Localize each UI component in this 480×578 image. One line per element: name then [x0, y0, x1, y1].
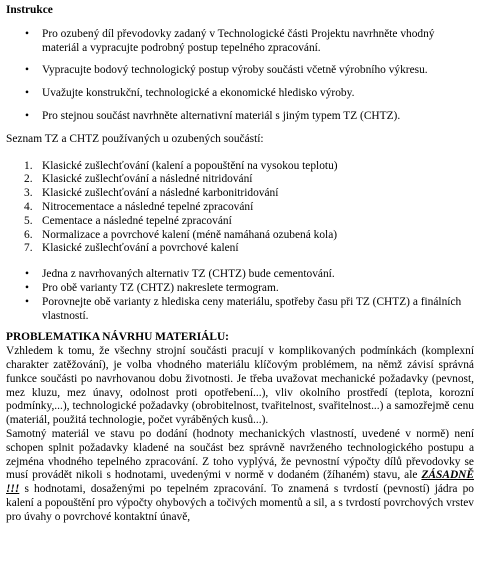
list-item: • Pro ozubený díl převodovky zadaný v Technologické části Projektu navrhněte vhodný materiál a vypracujte podrobný postup tepelného zpracování.: [25, 27, 435, 54]
instructions-heading: Instrukce: [6, 4, 53, 16]
list-item: • Uvažujte konstrukční, technologické a ekonomické hledisko výroby.: [25, 87, 355, 100]
emphasis-text: ZÁSADNĚ !!!: [6, 469, 474, 496]
list-item: 6. Normalizace a povrchové kalení (méně namáhaná ozubená kola): [24, 228, 338, 241]
bullet-icon: •: [25, 64, 29, 77]
list-item: • Jedna z navrhovaných alternativ TZ (CHTZ) bude cementování.: [25, 268, 335, 281]
list-item: 1. Klasické zušlechťování (kalení a popouštění na vysokou teplotu): [24, 159, 338, 172]
bullet-icon: •: [25, 27, 29, 40]
paragraph-2: Samotný materiál ve stavu po dodání (hodnoty mechanických vlastností, uvedené v normě) není schopen splnit požadavky kladené na součást bez správně navrženého technologického postupu a zejména vhodného tepelného zpracování. Z toho vyplývá, že pevnostní výpočty dílů převodovky se musí provádět nikoli s hodnotami, uvedenými v normě v dodaném (žíhaném) stavu, ale ZÁSADNĚ !!! s hodnotami, dosaženými po tepelném zpracování. To znamená s tvrdostí (pevností) jádra po kalení a popouštění pro výpočty ohybových a točivých momentů a sil, a s tvrdostí povrchových vrstev pro úvahy o povrchové kontaktní únavě,: [6, 427, 474, 523]
bullet-icon: •: [25, 295, 29, 308]
list-item: 5. Cementace a následné tepelné zpracování: [24, 214, 232, 227]
list-item: 7. Klasické zušlechťování a povrchové kalení: [24, 242, 239, 255]
bullet-icon: •: [25, 109, 29, 122]
bullet-icon: •: [25, 268, 29, 281]
list-item: 3. Klasické zušlechťování a následné karbonitridování: [24, 187, 279, 200]
list-item: • Pro obě varianty TZ (CHTZ) nakreslete termogram.: [25, 281, 279, 294]
list-item: • Pro stejnou součást navrhněte alternativní materiál s jiným typem TZ (CHTZ).: [25, 109, 401, 122]
list-item: • Vypracujte bodový technologický postup výroby součásti včetně výrobního výkresu.: [25, 64, 428, 77]
treatments-heading: Seznam TZ a CHTZ používaných u ozubených součástí:: [6, 132, 264, 145]
treatments-list: [6, 160, 474, 257]
list-item: 2. Klasické zušlechťování a následné nitridování: [24, 173, 253, 186]
paragraph-1: Vzhledem k tomu, že všechny strojní součásti pracují v komplikovaných podmínkách (komplexní charakter zatěžování), je volba vhodného materiálu klíčovým problémem, na němž závisí správná funkce součásti po navrhovanou dobu životnosti. Je třeba uvažovat mechanické požadavky (pevnost, mez kluzu, mez únavy, odolnost proti opotřebení...), vliv okolního prostředí (teplota, korozní podmínky,...), technologické požadavky (obrobitelnost, tvařitelnost, svařitelnost...) a samozřejmě cenu (materiál, použitá technologie, počet vyráběných kusů...).: [6, 345, 474, 427]
bullet-icon: •: [25, 281, 29, 294]
notes-list: [6, 268, 474, 323]
section-title: PROBLEMATIKA NÁVRHU MATERIÁLU:: [6, 331, 229, 344]
instructions-list: [6, 28, 474, 124]
document-page: [6, 4, 474, 525]
bullet-icon: •: [25, 87, 29, 100]
list-item: • Porovnejte obě varianty z hlediska ceny materiálu, spotřeby času při TZ (CHTZ) a finálních vlastností.: [25, 295, 462, 322]
list-item: 4. Nitrocementace a následné tepelné zpracování: [24, 200, 254, 213]
